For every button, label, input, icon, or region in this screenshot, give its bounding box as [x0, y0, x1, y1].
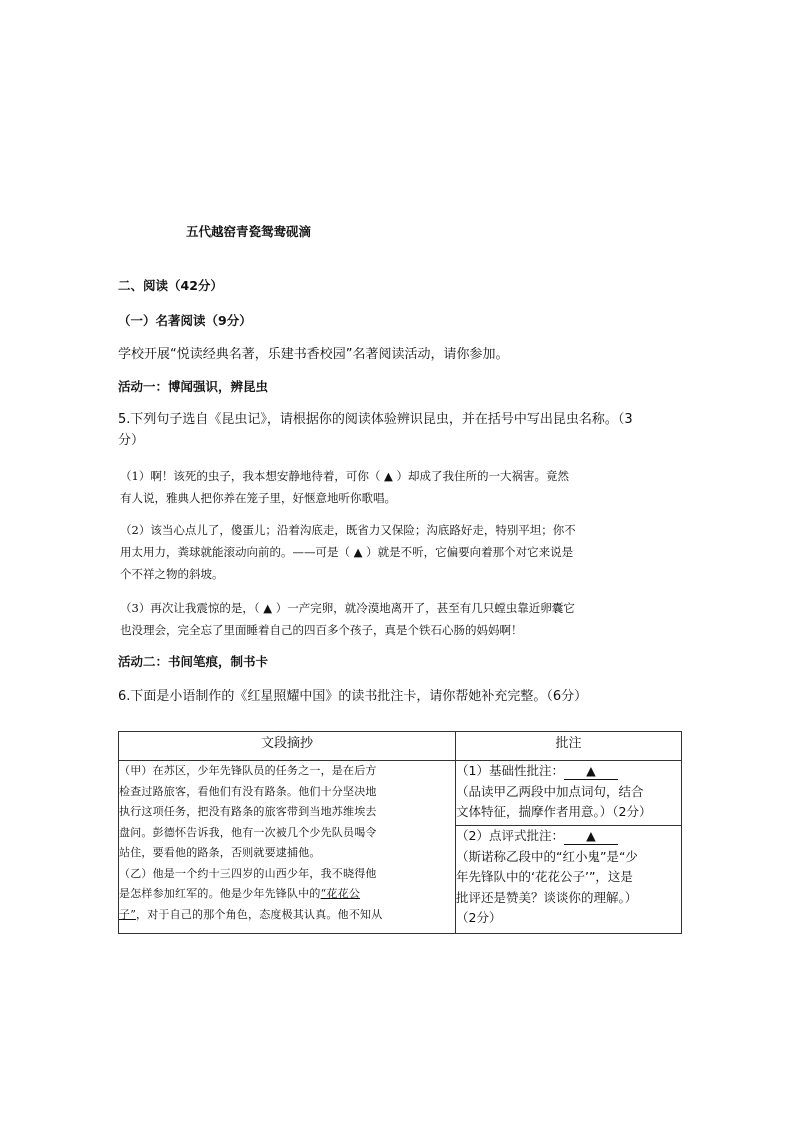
annotation-cell-2: [456, 826, 682, 934]
item-line: 个不祥之物的斜坡。: [120, 567, 224, 581]
item-line: 用太用力，粪球就能滚动向前的。——可是（ ▲ ）就是不听，它偏要向着那个对它来说是: [120, 545, 574, 559]
answer-blank[interactable]: ▲: [564, 828, 618, 845]
question-5-line: 分）: [118, 433, 145, 448]
annotation-line: （品读甲乙两段中加点词句，结合: [456, 783, 644, 799]
table-header-annotation: 批注: [456, 732, 682, 761]
activity-intro: 学校开展“悦读经典名著，乐建书香校园”名著阅读活动，请你参加。: [118, 347, 509, 362]
annotation-line: 年先锋队中的‘花花公子’”，这是: [456, 869, 633, 884]
question-5-line: 5.下列句子选自《昆虫记》，请根据你的阅读体验辨识昆虫，并在括号中写出昆虫名称。（3: [118, 412, 633, 427]
image-caption: 五代越窑青瓷鸳鸯砚滴: [186, 224, 312, 239]
excerpt-text: 是怎样参加红军的。他是少年先锋队中的: [119, 887, 321, 900]
question-6: 6.下面是小语制作的《红星照耀中国》的读书批注卡，请你帮她补充完整。（6分）: [118, 689, 588, 704]
excerpt-cell: [119, 761, 456, 934]
annotation-label: （1）基础性批注：: [456, 763, 564, 778]
activity-two-heading: 活动二：书间笔痕，制书卡: [118, 654, 269, 669]
excerpt-line: 执行这项任务，把没有路条的旅客带到当地苏维埃去: [119, 805, 377, 818]
table-header-excerpt: 文段摘抄: [119, 732, 456, 761]
annotation-card-table: [118, 731, 682, 934]
excerpt-line: 检查过路旅客，看他们有没有路条。他们十分坚决地: [119, 784, 377, 798]
question-5: [118, 409, 688, 451]
annotation-line: 文体特征，揣摩作者用意。）（2分）: [456, 804, 652, 819]
excerpt-text: ，对于自己的那个角色，态度极其认真。他不知从: [136, 907, 383, 921]
underlined-quote: “花花公: [320, 887, 361, 900]
question-5-item-3: [120, 597, 686, 641]
subsection-heading-classics: （一）名著阅读（9分）: [118, 313, 252, 328]
item-line: （2）该当心点儿了，傻蛋儿；沿着沟底走，既省力又保险；沟底路好走，特别平坦；你不: [120, 523, 576, 537]
item-line: （1）啊！该死的虫子，我本想安静地待着，可你（ ▲ ）却成了我住所的一大祸害。竟然: [120, 469, 569, 483]
annotation-cell-1: [456, 761, 682, 826]
item-line: 有人说，雅典人把你养在笼子里，好惬意地听你歌唱。: [120, 491, 396, 505]
excerpt-line: （乙）他是一个约十三四岁的山西少年，我不晓得他: [119, 866, 377, 880]
excerpt-line: 站住，要看他的路条，否则就要逮捕他。: [119, 846, 321, 859]
item-line: （3）再次让我震惊的是，（ ▲ ）一产完卵，就冷漠地离开了，甚至有几只螳虫靠近卵囊它: [120, 601, 575, 615]
section-heading-reading: 二、阅读（42分）: [118, 278, 223, 293]
question-5-item-1: [120, 465, 686, 509]
annotation-line: 批评还是赞美？谈谈你的理解。）: [456, 889, 638, 905]
underlined-quote: 子”: [119, 907, 137, 921]
excerpt-line: [119, 884, 455, 905]
answer-blank[interactable]: ▲: [564, 763, 618, 780]
activity-one-heading: 活动一：博闻强识，辨昆虫: [118, 379, 269, 394]
annotation-label-line: [456, 826, 681, 847]
question-5-item-2: [120, 519, 686, 585]
annotation-line: （斯诺称乙段中的“红小鬼”是“少: [456, 848, 638, 864]
excerpt-line: 盘问。彭德怀告诉我，他有一次被几个少先队员喝令: [119, 825, 377, 839]
item-line: 也没理会，完全忘了里面睡着自己的四百多个孩子，真是个铁石心肠的妈妈啊！: [120, 623, 523, 637]
excerpt-line: [119, 905, 455, 926]
excerpt-line: （甲）在苏区，少年先锋队员的任务之一，是在后方: [119, 764, 377, 777]
annotation-line: （2分）: [456, 910, 502, 925]
annotation-label-line: [456, 761, 681, 782]
annotation-label: （2）点评式批注：: [456, 828, 564, 843]
